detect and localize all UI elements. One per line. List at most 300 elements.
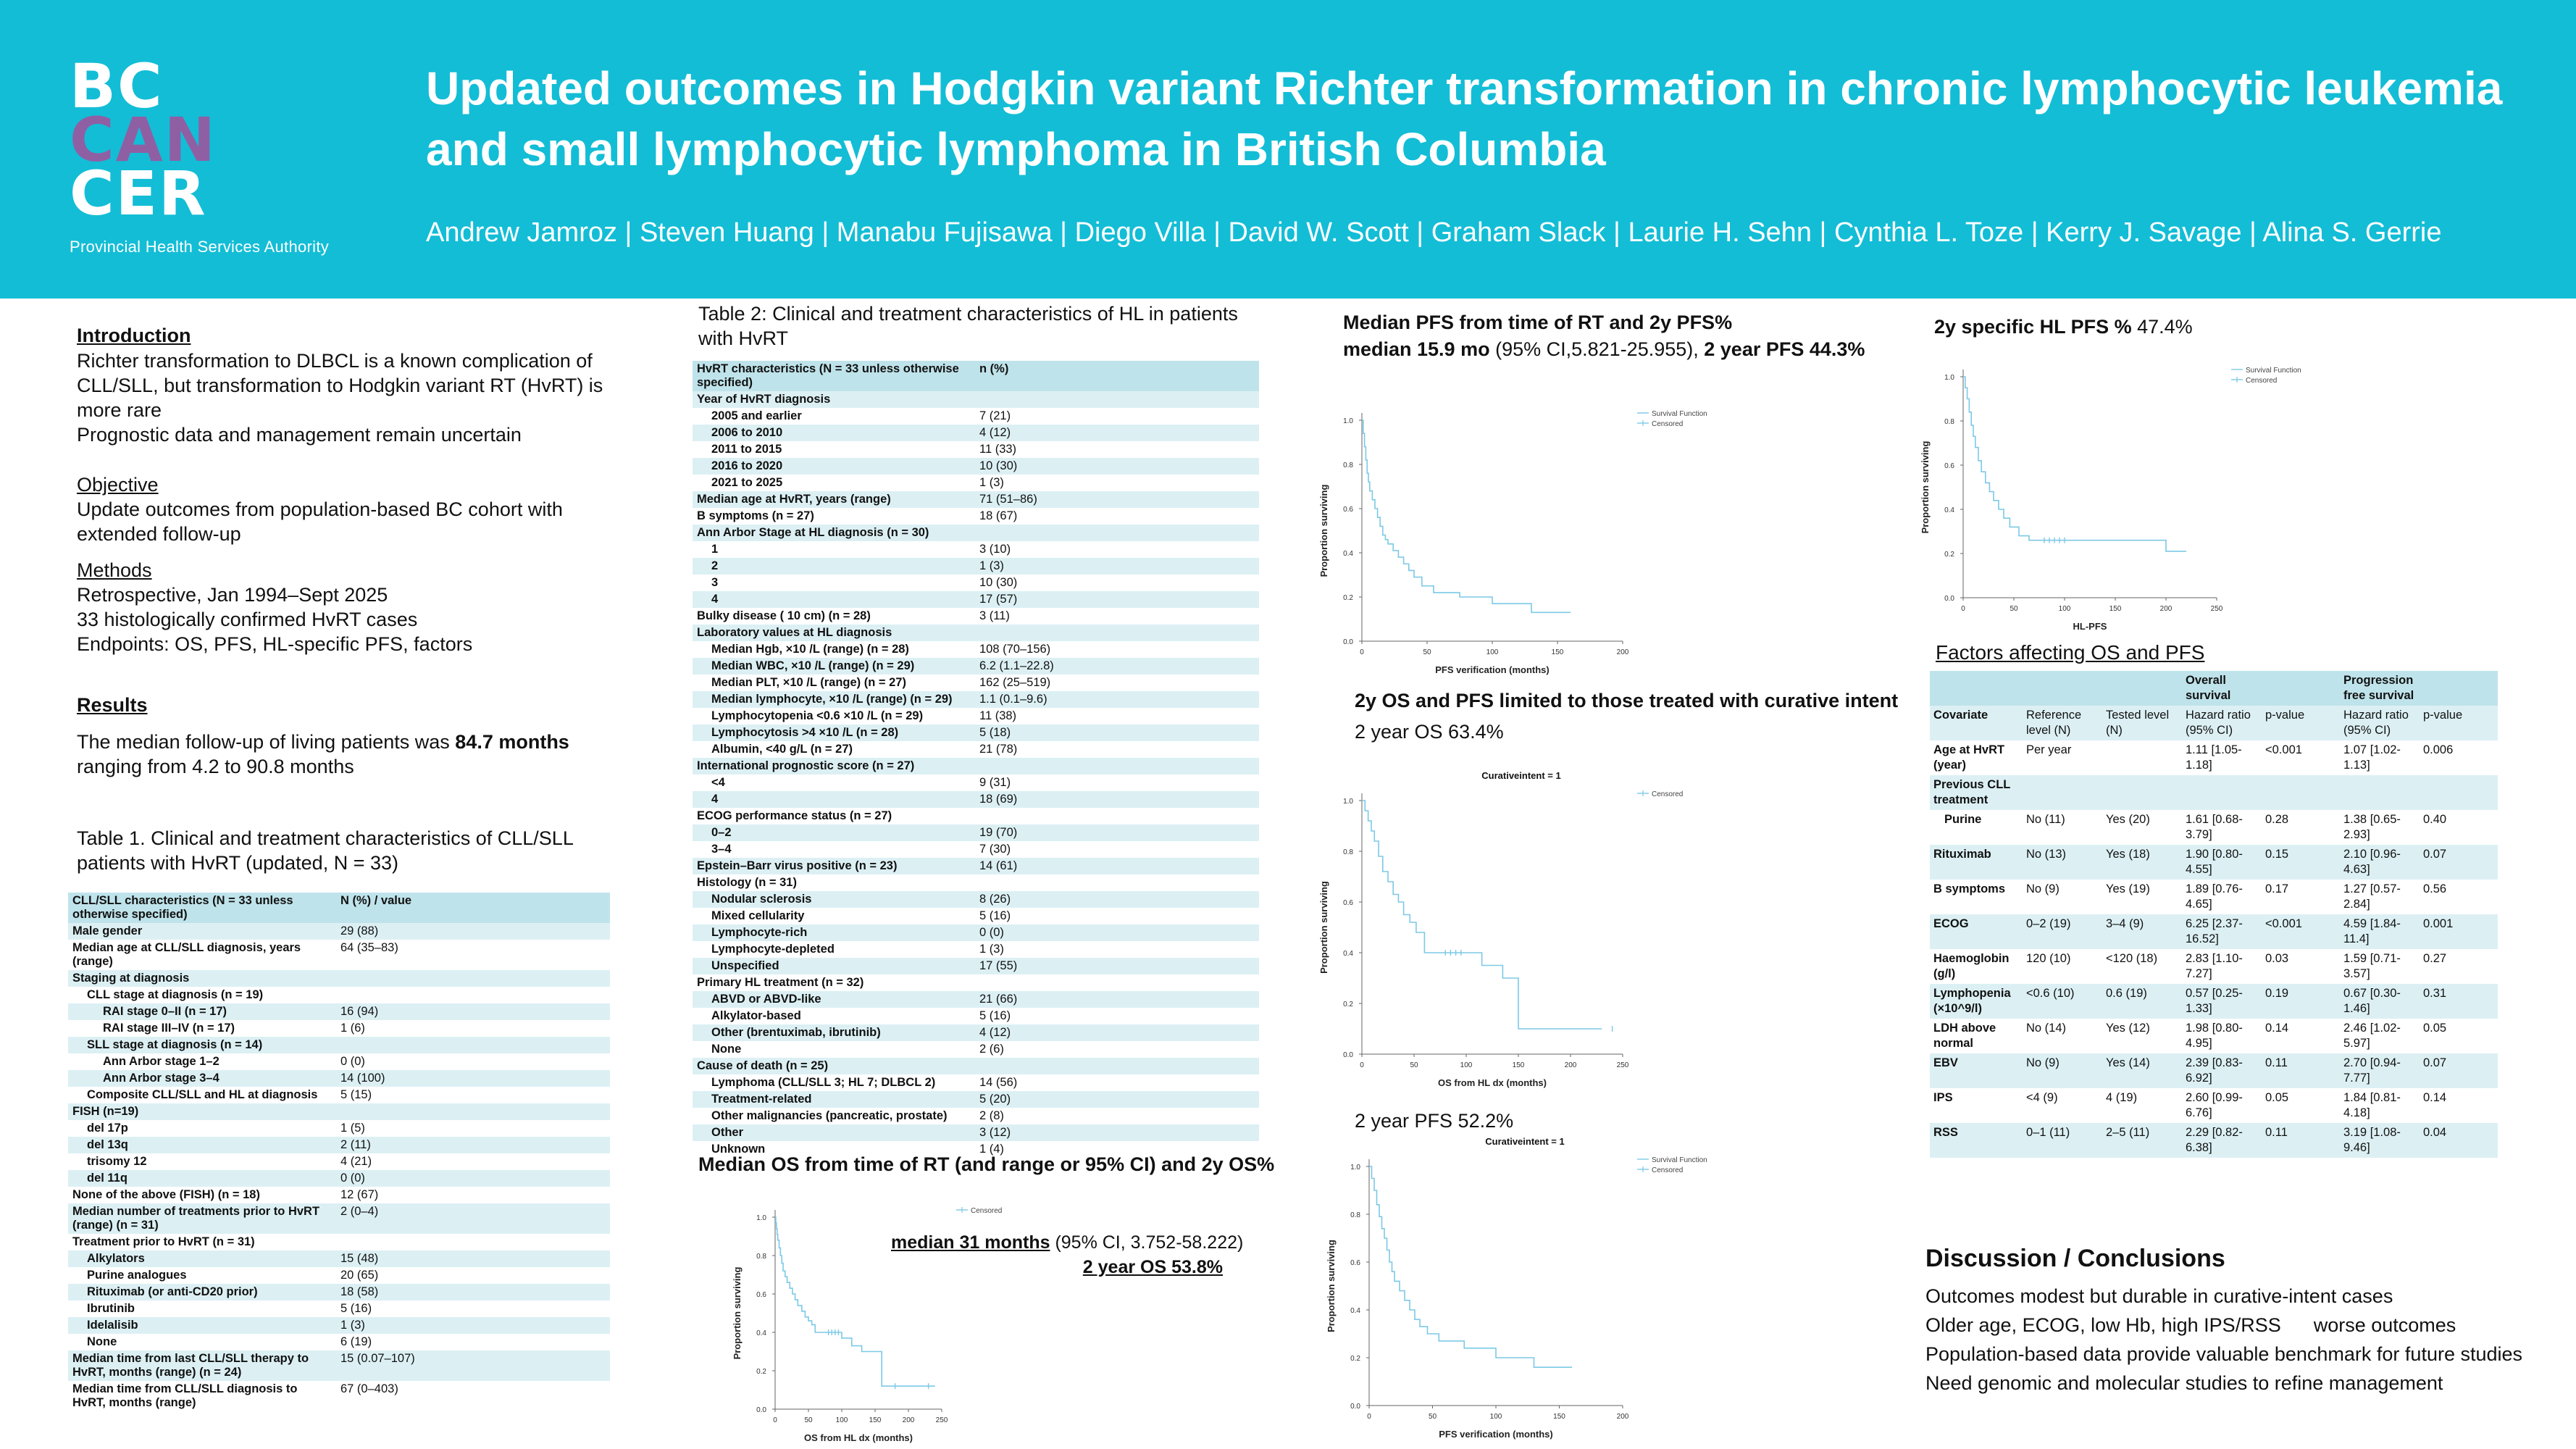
y-tick-label: 0.0 xyxy=(1343,1051,1353,1059)
discussion-line: Outcomes modest but durable in curative-intent cases xyxy=(1925,1285,2393,1307)
table1-row xyxy=(68,1300,610,1317)
km-hl-pfs-chart xyxy=(1905,348,2369,638)
table2-label-cell: Other (brentuximab, ibrutinib) xyxy=(693,1024,975,1041)
factors-group-row xyxy=(1930,671,2498,706)
table1-label-cell: Staging at diagnosis xyxy=(68,970,336,987)
x-tick-label: 50 xyxy=(1410,1061,1418,1069)
y-axis-label: Proportion surviving xyxy=(1920,440,1931,534)
x-tick-label: 200 xyxy=(1616,648,1629,656)
table2-label-cell: Treatment-related xyxy=(693,1091,975,1108)
table2-value-cell: 1.1 (0.1–9.6) xyxy=(975,691,1259,708)
factors-row xyxy=(1930,810,2498,845)
table1-row xyxy=(68,1087,610,1103)
factors-value-cell: No (14) xyxy=(2023,1019,2102,1053)
table2-row xyxy=(693,675,1259,691)
factors-value-cell: 1.61 [0.68-3.79] xyxy=(2182,810,2262,845)
table2-row xyxy=(693,458,1259,475)
table1-value-cell: 1 (3) xyxy=(336,1317,610,1334)
y-tick-label: 0.0 xyxy=(756,1406,766,1414)
os-rt-ci: (95% CI, 3.752-58.222) xyxy=(1050,1232,1244,1253)
table2-value-cell: 3 (12) xyxy=(975,1124,1259,1141)
objective-section xyxy=(77,472,606,546)
table1-value-cell: 5 (15) xyxy=(336,1087,610,1103)
os-rt-section xyxy=(698,1153,1278,1176)
table2-value-cell: 9 (31) xyxy=(975,774,1259,791)
y-tick-label: 0.6 xyxy=(1343,506,1353,514)
legend-label: Survival Function xyxy=(2246,367,2301,375)
km-os-rt-chart xyxy=(717,1188,1094,1449)
factors-value-cell: 2.10 [0.96-4.63] xyxy=(2340,845,2420,880)
table2-label-cell: International prognostic score (n = 27) xyxy=(693,758,975,774)
table2-label-cell: 2021 to 2025 xyxy=(693,475,975,491)
table2-value-cell: 21 (78) xyxy=(975,741,1259,758)
factors-value-cell: 0.28 xyxy=(2262,810,2340,845)
factors-value-cell: 3–4 (9) xyxy=(2102,914,2182,949)
table2-grid xyxy=(693,361,1259,1158)
table2-label-cell: 2016 to 2020 xyxy=(693,458,975,475)
table2-value-cell: 6.2 (1.1–22.8) xyxy=(975,658,1259,675)
table2-row xyxy=(693,724,1259,741)
table2-label-cell: Lymphocyte-rich xyxy=(693,924,975,941)
km-pfs-curative-chart xyxy=(1311,1127,1775,1445)
factors-covariate-cell: RSS xyxy=(1930,1123,2023,1158)
factors-value-cell: 1.38 [0.65-2.93] xyxy=(2340,810,2420,845)
table1-label-cell: Alkylators xyxy=(68,1250,336,1267)
factors-covariate-cell: Age at HvRT (year) xyxy=(1930,740,2023,775)
table1-label-cell: Male gender xyxy=(68,923,336,940)
factors-value-cell xyxy=(2420,775,2498,810)
table2-row xyxy=(693,841,1259,858)
table2-row xyxy=(693,641,1259,658)
factors-covariate-cell: EBV xyxy=(1930,1053,2023,1088)
table2-value-cell: 1 (3) xyxy=(975,558,1259,575)
table1-value-cell xyxy=(336,987,610,1003)
results-followup xyxy=(77,730,606,779)
x-tick-label: 100 xyxy=(835,1416,848,1424)
factors-value-cell: 0.07 xyxy=(2420,845,2498,880)
table1-label-cell: Purine analogues xyxy=(68,1267,336,1284)
table1-value-cell xyxy=(336,970,610,987)
curative-title: 2y OS and PFS limited to those treated with curative intent xyxy=(1355,690,1899,711)
introduction-section xyxy=(77,325,606,447)
table1-value-cell xyxy=(336,1103,610,1120)
factors-row xyxy=(1930,914,2498,949)
legend-label: Survival Function xyxy=(1652,410,1707,418)
poster-header xyxy=(0,0,2576,298)
table1-value-cell: 15 (0.07–107) xyxy=(336,1350,610,1381)
os-rt-title: Median OS from time of RT (and range or 95% CI) and 2y OS% xyxy=(698,1153,1275,1175)
bc-cancer-logo xyxy=(70,51,374,262)
factors-value-cell xyxy=(2262,775,2340,810)
x-tick-label: 150 xyxy=(2109,605,2122,613)
table2-label-cell: Lymphoma (CLL/SLL 3; HL 7; DLBCL 2) xyxy=(693,1074,975,1091)
table2-label-cell: Year of HvRT diagnosis xyxy=(693,391,975,408)
table2-caption xyxy=(698,301,1249,351)
factors-heading xyxy=(1936,640,2443,665)
factors-value-cell xyxy=(2102,775,2182,810)
legend-label: Censored xyxy=(2246,377,2278,385)
table2-row xyxy=(693,1008,1259,1024)
pfs-rt-2y: 2 year PFS 44.3% xyxy=(1704,338,1865,360)
table2-row xyxy=(693,941,1259,958)
factors-value-cell: Yes (12) xyxy=(2102,1019,2182,1053)
table2-row xyxy=(693,491,1259,508)
results-heading: Results xyxy=(77,694,148,716)
table2-label-cell: Mixed cellularity xyxy=(693,908,975,924)
table1-label-cell: SLL stage at diagnosis (n = 14) xyxy=(68,1037,336,1053)
table1-label-cell: Ann Arbor stage 1–2 xyxy=(68,1053,336,1070)
factors-grid xyxy=(1930,671,2498,1158)
table2-row xyxy=(693,891,1259,908)
table1-row xyxy=(68,1103,610,1120)
factors-value-cell: Yes (19) xyxy=(2102,880,2182,914)
factors-value-cell: <0.6 (10) xyxy=(2023,984,2102,1019)
discussion-line: Older age, ECOG, low Hb, high IPS/RSS worse outcomes xyxy=(1925,1314,2456,1336)
table2-row xyxy=(693,658,1259,675)
table2-value-cell: 18 (67) xyxy=(975,508,1259,525)
km-survival-curve xyxy=(1369,1166,1572,1367)
table1-row xyxy=(68,1317,610,1334)
table2-value-cell xyxy=(975,974,1259,991)
km-survival-curve xyxy=(1362,420,1571,612)
table1-value-cell: 14 (100) xyxy=(336,1070,610,1087)
table2-label-cell: Unknown xyxy=(693,1141,975,1158)
factors-value-cell: 2.70 [0.94-7.77] xyxy=(2340,1053,2420,1088)
table1-value-cell: 5 (16) xyxy=(336,1300,610,1317)
curative-section xyxy=(1355,690,2007,744)
table2-row xyxy=(693,1024,1259,1041)
factors-value-cell: 1.89 [0.76-4.65] xyxy=(2182,880,2262,914)
x-tick-label: 0 xyxy=(1367,1413,1371,1421)
results-text: The median follow-up of living patients was xyxy=(77,731,456,753)
factors-value-cell: Yes (18) xyxy=(2102,845,2182,880)
table1-row xyxy=(68,1003,610,1020)
factors-value-cell: 0.19 xyxy=(2262,984,2340,1019)
factors-column-row xyxy=(1930,706,2498,740)
pfs-rt-title: Median PFS from time of RT and 2y PFS% xyxy=(1343,312,1733,333)
factors-value-cell: 0.03 xyxy=(2262,949,2340,984)
table1-row xyxy=(68,1334,610,1350)
table2-label-cell: Median WBC, ×10 /L (range) (n = 29) xyxy=(693,658,975,675)
table1-label-cell: Idelalisib xyxy=(68,1317,336,1334)
curative-pfs-text: 2 year PFS 52.2% xyxy=(1355,1110,1514,1132)
factors-column-cell: Covariate xyxy=(1930,706,2023,740)
table1 xyxy=(68,893,610,1411)
table2-value-cell: 19 (70) xyxy=(975,824,1259,841)
table2-label-cell: ABVD or ABVD-like xyxy=(693,991,975,1008)
factors-value-cell: 1.90 [0.80-4.55] xyxy=(2182,845,2262,880)
table2-label-cell: Albumin, <40 g/L (n = 27) xyxy=(693,741,975,758)
table2-label-cell: 2011 to 2015 xyxy=(693,441,975,458)
table2-row xyxy=(693,408,1259,425)
factors-value-cell: 0–1 (11) xyxy=(2023,1123,2102,1158)
y-tick-label: 0.6 xyxy=(1350,1259,1360,1267)
table2-value-cell: 14 (61) xyxy=(975,858,1259,874)
table2-value-cell xyxy=(975,1058,1259,1074)
factors-value-cell xyxy=(2102,740,2182,775)
x-axis-label: PFS verification (months) xyxy=(1435,664,1550,675)
table2-label-cell: Other malignancies (pancreatic, prostate) xyxy=(693,1108,975,1124)
table2-row xyxy=(693,874,1259,891)
factors-value-cell: 2.46 [1.02-5.97] xyxy=(2340,1019,2420,1053)
table2-value-cell: 5 (18) xyxy=(975,724,1259,741)
y-axis-label: Proportion surviving xyxy=(1318,484,1329,577)
factors-value-cell: 4 (19) xyxy=(2102,1088,2182,1123)
factors-value-cell xyxy=(2182,775,2262,810)
table2-label-cell: Histology (n = 31) xyxy=(693,874,975,891)
factors-value-cell: 2.60 [0.99-6.76] xyxy=(2182,1088,2262,1123)
factors-row xyxy=(1930,949,2498,984)
table1-row xyxy=(68,940,610,970)
table2-value-cell: 5 (20) xyxy=(975,1091,1259,1108)
legend-label: Censored xyxy=(1652,1166,1684,1174)
table2-value-cell: 17 (55) xyxy=(975,958,1259,974)
table2-value-cell: 17 (57) xyxy=(975,591,1259,608)
y-tick-label: 0.8 xyxy=(1343,462,1353,469)
table2-label-cell: ECOG performance status (n = 27) xyxy=(693,808,975,824)
table1-row xyxy=(68,1020,610,1037)
author-list: Andrew Jamroz | Steven Huang | Manabu Fujisawa | Diego Villa | David W. Scott | Graham Slack | Laurie H. Sehn | Cynthia L. Toze | Kerry J. Savage | Alina S. Gerrie xyxy=(426,217,2442,248)
table2-value-cell: 1 (3) xyxy=(975,475,1259,491)
factors-column-cell: p-value xyxy=(2420,706,2498,740)
y-axis-label: Proportion surviving xyxy=(1318,881,1329,974)
y-tick-label: 0.6 xyxy=(756,1291,766,1299)
table2-label-cell: None xyxy=(693,1041,975,1058)
y-tick-label: 0.2 xyxy=(1350,1355,1360,1363)
table2-value-cell: 3 (10) xyxy=(975,541,1259,558)
pfs-rt-ci: (95% CI,5.821-25.955), xyxy=(1489,338,1705,360)
factors-value-cell: No (9) xyxy=(2023,880,2102,914)
legend-label: Survival Function xyxy=(1652,1156,1707,1164)
x-tick-label: 0 xyxy=(1360,648,1364,656)
table2-row xyxy=(693,758,1259,774)
x-tick-label: 50 xyxy=(804,1416,813,1424)
table2-label-cell: Laboratory values at HL diagnosis xyxy=(693,625,975,641)
factors-value-cell: 0.05 xyxy=(2420,1019,2498,1053)
table2-row xyxy=(693,741,1259,758)
factors-covariate-cell: Lymphopenia (×10^9/l) xyxy=(1930,984,2023,1019)
table2-row xyxy=(693,525,1259,541)
table1-label-cell: FISH (n=19) xyxy=(68,1103,336,1120)
table2-value-cell xyxy=(975,874,1259,891)
table2-row xyxy=(693,991,1259,1008)
table2-label-cell: Primary HL treatment (n = 32) xyxy=(693,974,975,991)
x-tick-label: 250 xyxy=(935,1416,948,1424)
factors-value-cell: 0.14 xyxy=(2262,1019,2340,1053)
factors-row xyxy=(1930,1053,2498,1088)
legend-label: Censored xyxy=(1652,420,1684,428)
factors-value-cell: 0.14 xyxy=(2420,1088,2498,1123)
table1-row xyxy=(68,1381,610,1411)
factors-value-cell: 1.59 [0.71-3.57] xyxy=(2340,949,2420,984)
table1-row xyxy=(68,1187,610,1203)
factors-value-cell: 0.57 [0.25-1.33] xyxy=(2182,984,2262,1019)
table2-row xyxy=(693,591,1259,608)
factors-table xyxy=(1930,671,2498,1158)
x-axis-label: OS from HL dx (months) xyxy=(1438,1077,1547,1088)
factors-group-cell xyxy=(1930,671,2023,706)
table1-row xyxy=(68,1284,610,1300)
factors-group-cell xyxy=(2102,671,2182,706)
factors-column-cell: Hazard ratio (95% CI) xyxy=(2340,706,2420,740)
x-tick-label: 250 xyxy=(1616,1061,1629,1069)
x-tick-label: 100 xyxy=(2058,605,2071,613)
factors-value-cell: 1.84 [0.81-4.18] xyxy=(2340,1088,2420,1123)
km-os-curative-chart xyxy=(1304,761,1775,1094)
table1-row xyxy=(68,1053,610,1070)
factors-value-cell: Yes (20) xyxy=(2102,810,2182,845)
table1-row xyxy=(68,1234,610,1250)
table2-row xyxy=(693,791,1259,808)
introduction-heading: Introduction xyxy=(77,325,191,346)
factors-value-cell: 2.83 [1.10-7.27] xyxy=(2182,949,2262,984)
y-tick-label: 0.4 xyxy=(1350,1307,1360,1315)
table1-row xyxy=(68,1170,610,1187)
table2-value-cell: 162 (25–519) xyxy=(975,675,1259,691)
x-tick-label: 150 xyxy=(869,1416,882,1424)
factors-value-cell: 6.25 [2.37-16.52] xyxy=(2182,914,2262,949)
y-tick-label: 0.0 xyxy=(1343,638,1353,646)
factors-value-cell: <4 (9) xyxy=(2023,1088,2102,1123)
table1-header-cell: N (%) / value xyxy=(336,893,610,923)
table2-label-cell: Median age at HvRT, years (range) xyxy=(693,491,975,508)
y-tick-label: 1.0 xyxy=(1343,798,1353,806)
table2-value-cell: 2 (6) xyxy=(975,1041,1259,1058)
factors-row xyxy=(1930,1019,2498,1053)
table2-label-cell: B symptoms (n = 27) xyxy=(693,508,975,525)
factors-column-cell: Reference level (N) xyxy=(2023,706,2102,740)
table2-value-cell: 8 (26) xyxy=(975,891,1259,908)
y-tick-label: 0.4 xyxy=(756,1329,766,1337)
factors-group-cell: Progression free survival xyxy=(2340,671,2420,706)
y-tick-label: 1.0 xyxy=(1343,417,1353,425)
table1-label-cell: CLL stage at diagnosis (n = 19) xyxy=(68,987,336,1003)
x-tick-label: 100 xyxy=(1489,1413,1502,1421)
table2-label-cell: Alkylator-based xyxy=(693,1008,975,1024)
logo-subtitle: Provincial Health Services Authority xyxy=(70,238,330,256)
table1-label-cell: Rituximab (or anti-CD20 prior) xyxy=(68,1284,336,1300)
table2-label-cell: Lymphocytosis >4 ×10 /L (n = 28) xyxy=(693,724,975,741)
factors-value-cell: 0.17 xyxy=(2262,880,2340,914)
table2-label-cell: Ann Arbor Stage at HL diagnosis (n = 30) xyxy=(693,525,975,541)
factors-value-cell: 1.27 [0.57-2.84] xyxy=(2340,880,2420,914)
table2-value-cell: 7 (30) xyxy=(975,841,1259,858)
x-axis-label: PFS verification (months) xyxy=(1439,1429,1553,1440)
table2-value-cell: 11 (33) xyxy=(975,441,1259,458)
factors-value-cell: 4.59 [1.84-11.4] xyxy=(2340,914,2420,949)
table1-row xyxy=(68,1267,610,1284)
y-tick-label: 0.8 xyxy=(1944,418,1954,426)
table1-label-cell: Treatment prior to HvRT (n = 31) xyxy=(68,1234,336,1250)
table2-row xyxy=(693,858,1259,874)
table2-row xyxy=(693,908,1259,924)
chart-subtitle: Curativeintent = 1 xyxy=(1481,770,1561,781)
os-rt-2y: 2 year OS 53.8% xyxy=(1082,1257,1223,1277)
factors-row xyxy=(1930,1123,2498,1158)
table1-value-cell: 29 (88) xyxy=(336,923,610,940)
methods-line: Retrospective, Jan 1994–Sept 2025 xyxy=(77,584,388,606)
factors-group-cell: Overall survival xyxy=(2182,671,2262,706)
table2-row xyxy=(693,1074,1259,1091)
x-tick-label: 100 xyxy=(1460,1061,1473,1069)
factors-row xyxy=(1930,775,2498,810)
table1-label-cell: RAI stage III–IV (n = 17) xyxy=(68,1020,336,1037)
x-tick-label: 50 xyxy=(2010,605,2018,613)
factors-value-cell: No (11) xyxy=(2023,810,2102,845)
legend-label: Censored xyxy=(971,1207,1003,1215)
factors-value-cell: <0.001 xyxy=(2262,914,2340,949)
factors-row xyxy=(1930,1088,2498,1123)
table2-value-cell: 4 (12) xyxy=(975,1024,1259,1041)
table2-value-cell xyxy=(975,625,1259,641)
table2-row xyxy=(693,974,1259,991)
legend-label: Censored xyxy=(1652,790,1684,798)
factors-covariate-cell: Previous CLL treatment xyxy=(1930,775,2023,810)
y-tick-label: 0.2 xyxy=(1343,1001,1353,1009)
table2-value-cell: 14 (56) xyxy=(975,1074,1259,1091)
factors-value-cell: 2–5 (11) xyxy=(2102,1123,2182,1158)
table2-row xyxy=(693,575,1259,591)
table2-value-cell: 11 (38) xyxy=(975,708,1259,724)
factors-value-cell: 0.11 xyxy=(2262,1053,2340,1088)
table2-value-cell: 2 (8) xyxy=(975,1108,1259,1124)
table2-label-cell: 4 xyxy=(693,791,975,808)
table1-label-cell: None xyxy=(68,1334,336,1350)
table2-label-cell: Median Hgb, ×10 /L (range) (n = 28) xyxy=(693,641,975,658)
table1-grid xyxy=(68,893,610,1411)
table1-label-cell: Ann Arbor stage 3–4 xyxy=(68,1070,336,1087)
table2-value-cell xyxy=(975,525,1259,541)
table2-header-cell: n (%) xyxy=(975,361,1259,391)
table1-row xyxy=(68,1153,610,1170)
table1-value-cell: 12 (67) xyxy=(336,1187,610,1203)
table2-row xyxy=(693,1108,1259,1124)
table1-label-cell: trisomy 12 xyxy=(68,1153,336,1170)
y-tick-label: 0.4 xyxy=(1343,950,1353,958)
table1-caption-text: Table 1. Clinical and treatment characteristics of CLL/SLL patients with HvRT (updated, N = 33) xyxy=(77,827,573,874)
table2-label-cell: Lymphocyte-depleted xyxy=(693,941,975,958)
x-axis-label: OS from HL dx (months) xyxy=(804,1432,913,1443)
table2-header-row xyxy=(693,361,1259,391)
y-axis-label: Proportion surviving xyxy=(1326,1240,1337,1332)
factors-row xyxy=(1930,880,2498,914)
factors-value-cell: 2.29 [0.82-6.38] xyxy=(2182,1123,2262,1158)
y-tick-label: 0.0 xyxy=(1944,595,1954,603)
table1-label-cell: Median number of treatments prior to HvRT (range) (n = 31) xyxy=(68,1203,336,1234)
table2-value-cell: 7 (21) xyxy=(975,408,1259,425)
table2-value-cell: 71 (51–86) xyxy=(975,491,1259,508)
table2-row xyxy=(693,924,1259,941)
factors-covariate-cell: ECOG xyxy=(1930,914,2023,949)
x-tick-label: 200 xyxy=(902,1416,915,1424)
table2-label-cell: Unspecified xyxy=(693,958,975,974)
table2-row xyxy=(693,691,1259,708)
os-rt-stats xyxy=(891,1230,1268,1279)
factors-column-cell: Tested level (N) xyxy=(2102,706,2182,740)
table2-caption-text: Table 2: Clinical and treatment characteristics of HL in patients with HvRT xyxy=(698,303,1238,349)
table2-label-cell: Nodular sclerosis xyxy=(693,891,975,908)
table2-value-cell: 5 (16) xyxy=(975,908,1259,924)
table2-label-cell: Bulky disease ( 10 cm) (n = 28) xyxy=(693,608,975,625)
table1-label-cell: Median time from CLL/SLL diagnosis to HvRT, months (range) xyxy=(68,1381,336,1411)
y-tick-label: 0.0 xyxy=(1350,1403,1360,1411)
table2-value-cell: 5 (16) xyxy=(975,1008,1259,1024)
table2-header-cell: HvRT characteristics (N = 33 unless otherwise specified) xyxy=(693,361,975,391)
table1-label-cell: Median age at CLL/SLL diagnosis, years (range) xyxy=(68,940,336,970)
introduction-line: Prognostic data and management remain uncertain xyxy=(77,424,522,446)
factors-value-cell: 2.39 [0.83-6.92] xyxy=(2182,1053,2262,1088)
factors-value-cell: 0.006 xyxy=(2420,740,2498,775)
